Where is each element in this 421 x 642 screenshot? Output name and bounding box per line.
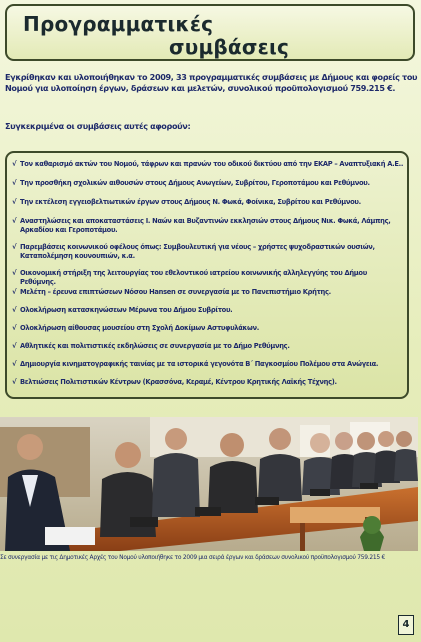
contracts-list-box: [5, 151, 409, 399]
list-item: [12, 360, 404, 369]
list-item-text: Οικονομική στήριξη της λειτουργίας του εθελοντικού ιατρείου κοινωνικής αλληλεγγύης του Δήμου Ρεθύμνης.: [20, 269, 367, 286]
list-item: [12, 378, 404, 387]
list-item: [12, 160, 404, 169]
check-icon: √: [12, 288, 17, 296]
list-item: [12, 217, 404, 234]
page-title-line2: συμβάσεις: [169, 35, 290, 59]
check-icon: √: [12, 243, 17, 251]
list-item-text: Παρεμβάσεις κοινωνικού οφέλους όπως: Συμβουλευτική για νέους – χρήστες ψυχοδραστικών ουσιών, Καταπολέμηση κουνουπιών, κ.α.: [20, 243, 375, 260]
list-item-text: Την εκτέλεση εγγειοβελτιωτικών έργων στους Δήμους Ν. Φωκά, Φοίνικα, Συβρίτου και Ρεθύμνου.: [20, 198, 361, 206]
list-item-text: Δημιουργία κινηματογραφικής ταινίας με τα ιστορικά γεγονότα Β΄ Παγκοσμίου Πολέμου στα Ανώγεια.: [20, 360, 379, 368]
check-icon: √: [12, 342, 17, 350]
list-item: [12, 306, 404, 315]
check-icon: √: [12, 179, 17, 187]
list-item-text: Ολοκλήρωση αίθουσας μουσείου στη Σχολή Δοκίμων Αστυφυλάκων.: [20, 324, 259, 332]
list-item: [12, 269, 404, 286]
list-item-text: Τον καθαρισμό ακτών του Νομού, τάφρων και πρανών του οδικού δικτύου από την ΕΚΑΡ – Αναπτυξιακή Α.Ε..: [20, 160, 404, 168]
intro-paragraph: Εγκρίθηκαν και υλοποιήθηκαν το 2009, 33 προγραμματικές συμβάσεις με Δήμους και φορείς του Νομού για υλοποίηση έργων, δράσεων και μελετών, συνολικού προϋπολογισμού 759.215 €.: [5, 72, 418, 93]
check-icon: √: [12, 378, 17, 386]
meeting-photo: [0, 417, 418, 551]
check-icon: √: [12, 198, 17, 206]
photo-caption: Σε συνεργασία με τις Δημοτικές Αρχές του Νομού υλοποιήθηκε το 2009 μια σειρά έργων και δράσεων συνολικού προϋπολογισμού 759.215 €: [0, 555, 386, 561]
check-icon: √: [12, 160, 17, 168]
check-icon: √: [12, 360, 17, 368]
list-item: [12, 198, 404, 207]
title-box: [5, 4, 415, 61]
list-item-text: Μελέτη – έρευνα επιπτώσεων Νόσου Hansen σε συνεργασία με το Πανεπιστήμιο Κρήτης.: [20, 288, 331, 296]
page-title-line1: Προγραμματικές: [23, 12, 214, 36]
list-item: [12, 243, 404, 260]
page-number: 4: [398, 615, 414, 635]
list-item: [12, 179, 404, 188]
check-icon: √: [12, 269, 17, 277]
list-item: [12, 288, 404, 297]
list-item-text: Αθλητικές και πολιτιστικές εκδηλώσεις σε συνεργασία με το Δήμο Ρεθύμνης.: [20, 342, 290, 350]
list-item: [12, 324, 404, 333]
list-item-text: Ολοκλήρωση κατασκηνώσεων Μέρωνα του Δήμου Συβρίτου.: [20, 306, 233, 314]
list-item-text: Βελτιώσεις Πολιτιστικών Κέντρων (Κρασσόνα, Κεραμέ, Κέντρου Κρητικής Λαϊκής Τέχνης).: [20, 378, 337, 386]
check-icon: √: [12, 306, 17, 314]
list-subheading: Συγκεκριμένα οι συμβάσεις αυτές αφορούν:: [5, 121, 191, 131]
list-item-text: Την προσθήκη σχολικών αιθουσών στους Δήμους Ανωγείων, Συβρίτου, Γεροποτάμου και Ρεθύμνου.: [20, 179, 370, 187]
check-icon: √: [12, 217, 17, 225]
meeting-photo-illustration: [0, 417, 418, 551]
check-icon: √: [12, 324, 17, 332]
list-item-text: Αναστηλώσεις και αποκαταστάσεις Ι. Ναών και Βυζαντινών εκκλησιών στους Δήμους Νικ. Φωκά, Λάμπης, Αρκαδίου και Γεροποτάμου.: [20, 217, 391, 234]
list-item: [12, 342, 404, 351]
